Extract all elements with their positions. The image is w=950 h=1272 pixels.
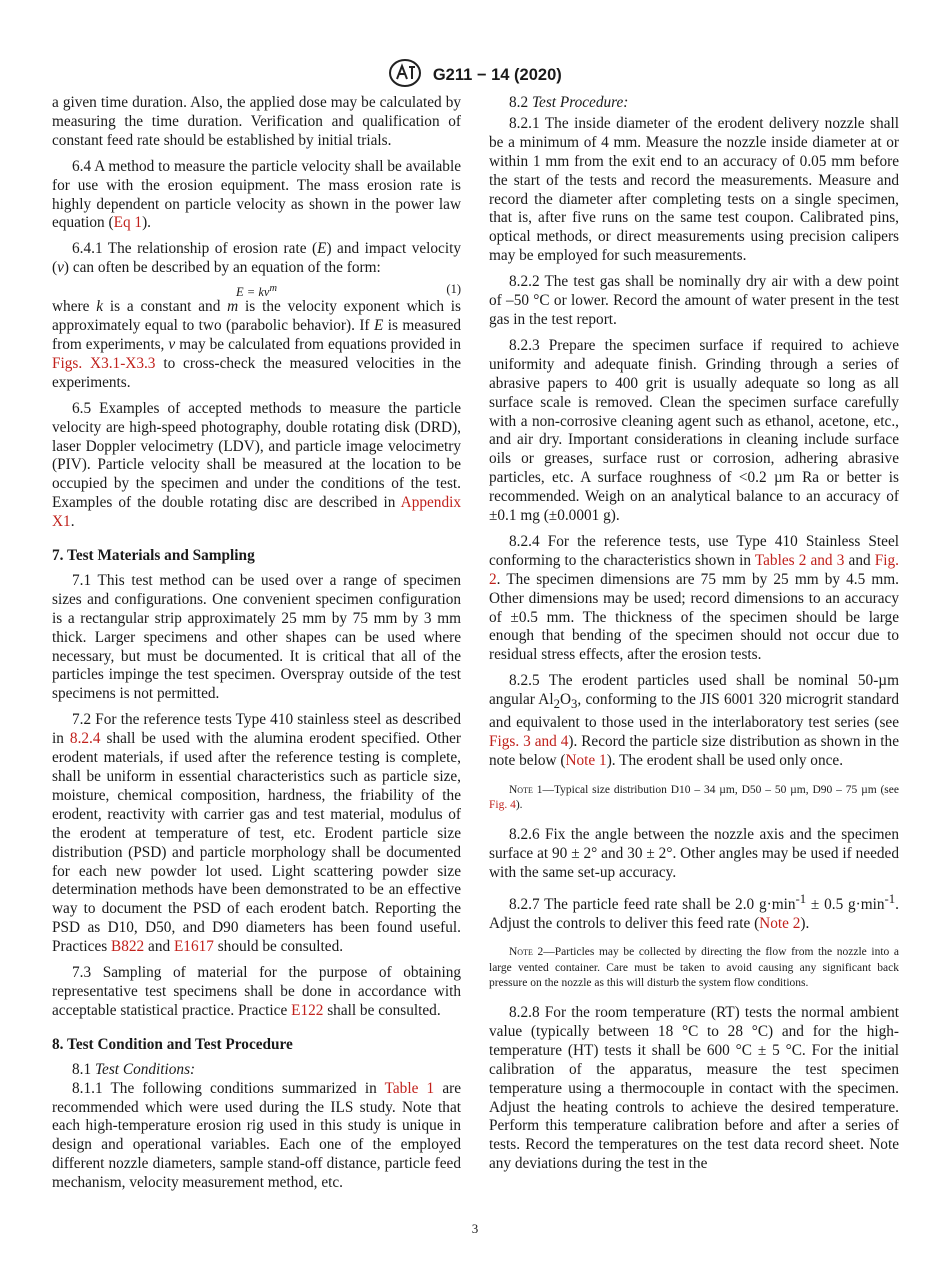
fig-2-link[interactable]: Fig. 2	[489, 551, 899, 588]
note-2-link[interactable]: Note 2	[759, 914, 801, 932]
note-1: Note 1—Typical size distribution D10 – 34 µm, D50 – 50 µm, D90 – 75 µm (see Fig. 4).	[489, 783, 899, 812]
left-column	[52, 94, 461, 1200]
section-7-heading: 7. Test Materials and Sampling	[52, 547, 255, 565]
e1617-link[interactable]: E1617	[173, 938, 214, 956]
section-8-heading: 8. Test Condition and Test Procedure	[52, 1035, 293, 1053]
section-8-2-5: 8.2.5 The erodent particles used shall be nominal 50-µm angular $Al_2O_3$, conforming to the JIS 6001 320 microgrit standard and equivalent to those used in the interlaboratory test series (see Figs. 3 and 4). Record the particle size distribution as shown in the note below (Note 1). The erodent shall be used only once.	[489, 672, 900, 769]
eq-1-link[interactable]: Eq 1	[113, 214, 143, 232]
b822-link[interactable]: B822	[111, 938, 145, 956]
document-designation: G211 − 14 (2020)	[432, 66, 562, 84]
tables-2-3-link[interactable]: Tables 2 and 3	[754, 551, 845, 569]
section-8-1-1: 8.1.1 The following conditions summarized in Table 1 are recommended which were used during the ILS study. Note that each high-temperature erosion rig used in this study is unique in design and operational variables. Each one of the employed different nozzle diameters, sample stand-off distance, particle feed mechanism, velocity measurement method, etc.	[52, 1079, 461, 1192]
appendix-x1-link[interactable]: Appendix X1	[52, 494, 461, 531]
section-8-1: 8.1 Test Conditions:	[72, 1060, 196, 1078]
section-6-5: 6.5 Examples of accepted methods to measure the particle velocity are high-speed photography, double rotating disk (DRD), laser Doppler velocimetry (LDV), and particle image velocimetry (PIV). Particle velocity shall be measured at the location to be occupied by the specimen and under the conditions of the test. Examples of the double rotating disc are described in Appendix X1.	[52, 399, 461, 531]
section-8-2-4: 8.2.4 For the reference tests, use Type 410 Stainless Steel conforming to the characteristics shown in Tables 2 and 3 and Fig. 2. The specimen dimensions are 75 mm by 25 mm by 4.5 mm. Other dimensions may be used; record dimensions to an accuracy of ±0.5 mm. The thickness of the specimen should be large enough that bending of the specimen should not occur due to residual stress effects, after the erosion tests.	[489, 532, 899, 664]
section-8-2-3: 8.2.3 Prepare the specimen surface if required to achieve uniformity and adequate finish. Grinding through a series of abrasive papers to 400 grit is usually adequate so long as all surface scale is removed. Clean the specimen surface carefully with a non-corrosive cleaning agent such as ethanol, acetone, etc., and air dry. Important considerations in cleaning include surface oils or greases, surface rust or corrosion, adhering abrasive particles, etc. A surface roughness of <0.2 µm Ra or better is recommended. Weigh on an analytical balance to an accuracy of ±0.1 mg (±0.0001 g).	[489, 336, 899, 525]
section-8-2-1: 8.2.1 The inside diameter of the erodent delivery nozzle shall be a minimum of 4 mm. Measure the nozzle inside diameter at or within 1 mm from the exit end to an accuracy of 0.05 mm before the start of the tests and record the measurements. Measure and record the diameter after completing tests on a single specimen, that is, after five runs on the same test coupon. Calibrated pins, optical methods, or direct measurements using precision calipers may be employed for such measurements.	[489, 114, 899, 265]
section-6-4: 6.4 A method to measure the particle velocity shall be available for use with the erosion equipment. The mass erosion rate is highly dependent on particle velocity as shown in the power law equation (Eq 1).	[52, 157, 461, 232]
figs-3-4-link[interactable]: Figs. 3 and 4	[489, 733, 569, 751]
section-7-2: 7.2 For the reference tests Type 410 stainless steel as described in 8.2.4 shall be used with the alumina erodent specified. Other erodent materials, if used after the reference testing is complete, shall be uniform in essential characteristics such as particle size, moisture, chemical composition, hardness, the friability of the erodent, reactivity with carrier gas and test material, modulus of the erodent at temperature of test, etc. Erodent particle size distribution (PSD) and particle morphology shall be documented for each new powder lot used. Light scattering powder size determination methods have been demonstrated to be an effective way to document the PSD of each erodent batch. Reporting the PSD as D10, D50, and D90 diameters has been found useful. Practices B822 and E1617 should be consulted.	[52, 711, 461, 956]
astm-logo-icon	[388, 58, 422, 93]
section-8-2-7: 8.2.7 The particle feed rate shall be 2.0 $g\cdot\min^{-1} \pm 0.5$ $g\cdot\min^{-1}$. Adjust the controls to deliver this feed rate (Note 2).	[489, 891, 899, 932]
right-column	[489, 94, 899, 1181]
section-8-2-2: 8.2.2 The test gas shall be nominally dry air with a dew point of –50 °C or lower. Record the amount of water present in the test gas in the test report.	[489, 273, 899, 328]
equation-number: (1)	[446, 282, 461, 297]
section-7-3: 7.3 Sampling of material for the purpose of obtaining representative test specimens shall be done in accordance with acceptable statistical practice. Practice E122 shall be consulted.	[52, 964, 461, 1019]
paragraph-continuation: a given time duration. Also, the applied dose may be calculated by measuring the time duration. Verification and qualification of constant feed rate should be established by initial trials.	[52, 94, 461, 149]
equation-explanation: where k is a constant and m is the velocity exponent which is approximately equal to two (parabolic behavior). If E is measured from experiments, v may be calculated from equations provided in Figs. X3.1-X3.3 to cross-check the measured velocities in the experiments.	[52, 298, 462, 391]
page-header	[0, 58, 950, 93]
e122-link[interactable]: E122	[291, 1001, 324, 1019]
section-8-2: 8.2 Test Procedure:	[509, 94, 629, 111]
equation-1	[52, 280, 461, 298]
fig-4-link[interactable]: Fig. 4	[489, 799, 516, 812]
section-8-2-8: 8.2.8 For the room temperature (RT) tests the normal ambient value (typically between 18 °C to 28 °C) and for the high-temperature (HT) tests it shall be 600 °C ± 5 °C. For the initial calibration of the apparatus, measure the test specimen temperature using a thermocouple in contact with the specimen. Adjust the heating controls to achieve the desired temperature. Perform this temperature calibration before and after a series of tests. Record the temperatures on the test data record sheet. Note any deviations during the test in the	[489, 1003, 899, 1173]
section-8-2-4-link[interactable]: 8.2.4	[69, 730, 101, 748]
note-2: Note 2—Particles may be collected by directing the flow from the nozzle into a large vented container. Care must be taken to avoid causing any significant back pressure on the nozzle as this will disturb the system flow conditions.	[489, 946, 899, 990]
page-number: 3	[471, 1221, 479, 1236]
equation-formula: $E = kv^m$	[236, 283, 277, 300]
section-7-1: 7.1 This test method can be used over a range of specimen sizes and configurations. One convenient specimen configuration is a rectangular strip approximately 25 mm by 75 mm by 3 mm thick. Larger specimens and other shapes can be used where necessary, but must be documented. It is critical that all of the particles impinge the test specimen. Overspray outside of the test specimens is not permitted.	[52, 571, 461, 703]
note-1-link[interactable]: Note 1	[565, 751, 607, 769]
section-6-4-1: 6.4.1 The relationship of erosion rate (E) and impact velocity (v) can often be described by an equation of the form:	[52, 240, 461, 277]
figs-x3-link[interactable]: Figs. X3.1-X3.3	[52, 354, 156, 372]
table-1-link[interactable]: Table 1	[384, 1079, 435, 1097]
section-8-2-6: 8.2.6 Fix the angle between the nozzle axis and the specimen surface at 90 ± 2° and 30 ± 2°. Other angles may be used if needed with the same set-up accuracy.	[489, 825, 899, 881]
